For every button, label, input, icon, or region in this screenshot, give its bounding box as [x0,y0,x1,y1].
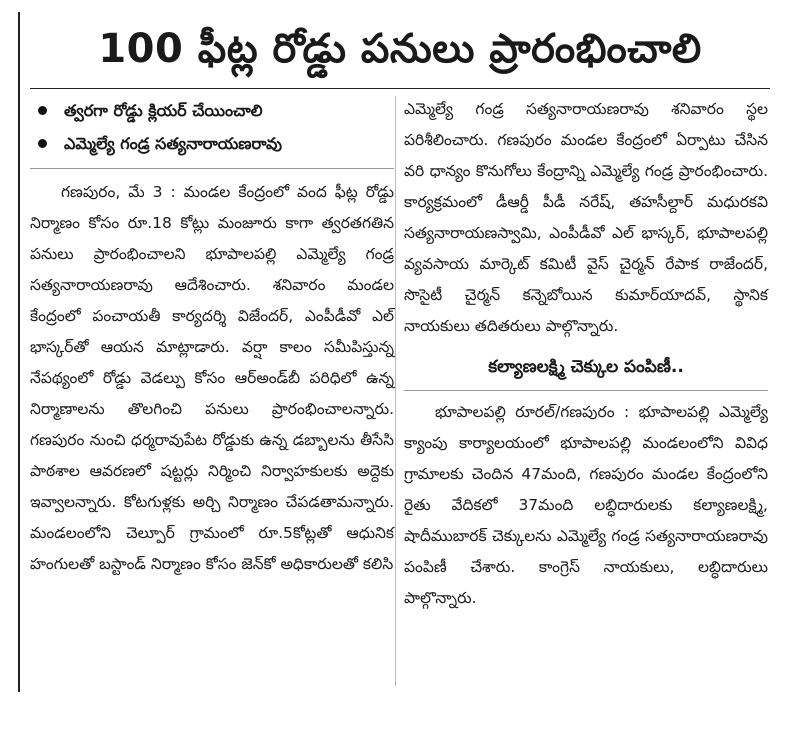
bullet-text: ఎమ్మెల్యే గండ్ర సత్యనారాయణరావు [64,134,282,153]
bullet-item [30,127,394,160]
column-divider [395,96,396,686]
article-body-left: గణపురం, మే 3 : మండల కేంద్రంలో వంద ఫీట్ల రోడ్డు నిర్మాణం కోసం రూ.18 కోట్లు మంజూరు కాగా త్వరతగతిన పనులు ప్రారంభించాలని భూపాలపల్లి ఎమ్మెల్యే గండ్ర సత్యనారాయణరావు ఆదేశించారు. శనివారం మండల కేంద్రంలో పంచాయతీ కార్యదర్శి విజేందర్, ఎంపీడీవో ఎల్ భాస్కర్‌తో ఆయన మాట్లాడారు. వర్షా కాలం సమీపిస్తున్న నేపథ్యంలో రోడ్డు వెడల్పు కోసం ఆర్అండ్‌బీ పరిధిలో ఉన్న నిర్మాణాలను తొలగించి పనులు ప్రారంభించాలన్నారు. గణపురం నుంచి ధర్మరావుపేట రోడ్డుకు ఉన్న డబ్బాలను తీసేసి పాఠశాల ఆవరణలో షట్టర్లు నిర్మించి నిర్వాహకులకు అద్దెకు ఇవ్వాలన్నారు. కోటగుళ్లకు అర్చి నిర్మాణం చేపడతామన్నారు. మండలంలోని చెల్పూర్ గ్రామంలో రూ.5కోట్లతో ఆధునిక హంగులతో బస్టాండ్ నిర్మాణం కోసం జెన్‌కో అధికారులతో కలిసి [30,183,394,573]
subheading: కల్యాణలక్ష్మి చెక్కుల పంపిణీ.. [488,357,684,377]
bullet-divider [30,168,394,169]
bullet-text: త్వరగా రోడ్డు క్లియర్ చేయించాలి [64,101,263,120]
subheading-rule [404,390,768,391]
headline: 100 ఫీట్ల రోడ్డు పనులు ప్రారంభించాలి [98,26,702,72]
article-body-right-2: భూపాలపల్లి రూరల్/గణపురం : భూపాలపల్లి ఎమ్మెల్యే క్యాంపు కార్యాలయంలో భూపాలపల్లి మండలంలోని వివిధ గ్రామాలకు చెందిన 47మంది, గణపురం మండల కేంద్రంలోని రైతు వేదికలో 37మంది లబ్ధిదారులకు కల్యాణలక్ష్మి, షాదీముబారక్ చెక్కులను ఎమ్మెల్యే గండ్ర సత్యనారాయణరావు పంపిణీ చేశారు. కాంగ్రెస్ నాయకులు, లబ్ధిదారులు పాల్గొన్నారు. [404,403,768,607]
highlight-bullets [30,94,394,160]
right-column [404,94,768,614]
article-body-right: ఎమ్మెల్యే గండ్ర సత్యనారాయణరావు శనివారం స్థల పరిశీలించారు. గణపురం మండల కేంద్రంలో ఏర్పాటు చేసిన వరి ధాన్యం కొనుగోలు కేంద్రాన్ని ఎమ్మెల్యే గండ్ర ప్రారంభించారు. కార్యక్రమంలో డీఆర్డీ పీడీ నరేష్, తహసీల్దార్ మధురకవి సత్యనారాయణస్వామి, ఎంపీడీవో ఎల్ భాస్కర్, భూపాలపల్లి వ్యవసాయ మార్కెట్ కమిటీ వైస్ చైర్మన్ రేపాక రాజేందర్, సొసైటీ చైర్మన్ కన్నెబోయిన కుమార్‌యాదవ్, స్థానిక నాయకులు తదితరులు పాల్గొన్నారు. [404,100,768,335]
headline-rule [30,88,770,89]
bullet-item [30,94,394,127]
left-column [30,94,394,580]
bullet-icon [38,106,47,115]
bullet-icon [38,139,47,148]
